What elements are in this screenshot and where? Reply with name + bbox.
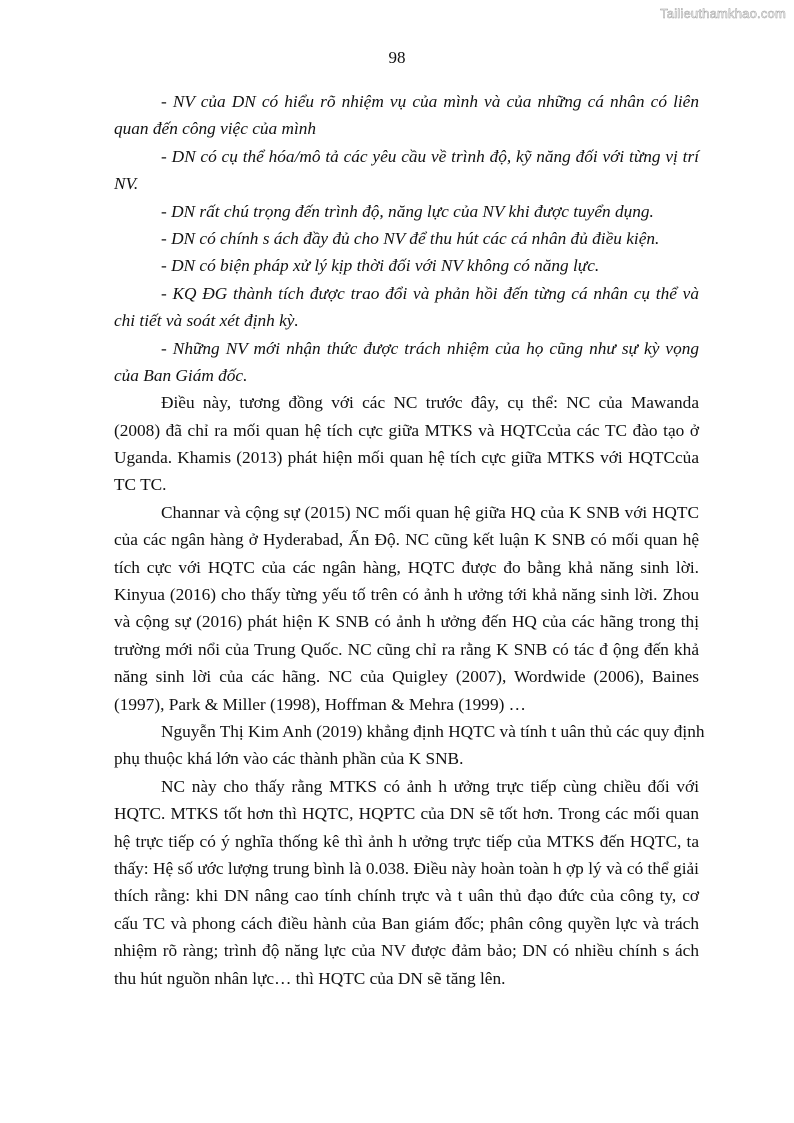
bullet-item (114, 88, 699, 143)
bullet-item (114, 335, 699, 390)
text-line: hệ trực tiếp có ý nghĩa thống kê thì ảnh h ưởng trực tiếp của MTKS đến HQTC, ta (114, 831, 699, 851)
page-body (114, 88, 705, 992)
text-line: - DN có cụ thể hóa/mô tả các yêu cầu về trình độ, kỹ năng đối với từng vị trí (161, 146, 699, 166)
text-line: cấu TC và phong cách điều hành của Ban giám đốc; phân công quyền lực và trách (114, 913, 699, 933)
text-line: quan đến công việc của mình (114, 119, 317, 139)
text-line: HQTC. MTKS tốt hơn thì HQTC, HQPTC của DN sẽ tốt hơn. Trong các mối quan (114, 804, 699, 824)
text-line: của các ngân hàng ở Hyderabad, Ấn Độ. NC cũng kết luận K SNB có mối quan hệ (114, 530, 699, 550)
text-line: NC này cho thấy rằng MTKS có ảnh h ưởng trực tiếp cùng chiều đối với (161, 776, 699, 796)
text-line: (2008) đã chỉ ra mối quan hệ tích cực giữa MTKS và HQTCcủa các TC đào tạo ở (114, 420, 699, 440)
text-line: TC TC. (114, 475, 167, 495)
paragraph-list (114, 389, 705, 992)
text-line: chi tiết và soát xét định kỳ. (114, 311, 299, 331)
text-line: - DN rất chú trọng đến trình độ, năng lực của NV khi được tuyển dụng. (161, 201, 654, 221)
text-line: và cộng sự (2016) phát hiện K SNB có ảnh h ưởng đến HQ của các hãng trong thị (114, 612, 699, 632)
bullet-list (114, 88, 699, 389)
text-line: - NV của DN có hiểu rõ nhiệm vụ của mình và của những cá nhân có liên (161, 92, 699, 111)
text-line: - Những NV mới nhận thức được trách nhiệm của họ cũng như sự kỳ vọng (161, 338, 699, 358)
text-line: thấy: Hệ số ước lượng trung bình là 0.038. Điều này hoàn toàn h ợp lý và có thể giải (114, 858, 699, 878)
text-line: - KQ ĐG thành tích được trao đổi và phản hồi đến từng cá nhân cụ thể và (161, 283, 699, 303)
bullet-item (114, 143, 699, 198)
text-line: của Ban Giám đốc. (114, 365, 248, 385)
text-line: trường mới nổi của Trung Quốc. NC cũng chỉ ra rằng K SNB có tác đ ộng đến khả (114, 639, 699, 659)
text-line: phụ thuộc khá lớn vào các thành phần của K SNB. (114, 749, 464, 769)
text-line: NV. (114, 174, 139, 194)
text-line: - DN có biện pháp xử lý kịp thời đối với NV không có năng lực. (161, 256, 600, 276)
text-line: Kinyua (2016) cho thấy từng yếu tố trên có ảnh h ưởng tới khả năng sinh lời. Zhou (114, 585, 699, 605)
paragraph (114, 389, 699, 499)
text-line: thích rằng: khi DN nâng cao tính chính trực và t uân thủ đạo đức của công ty, cơ (114, 886, 699, 906)
bullet-item (114, 252, 699, 279)
watermark: Tailieuthamkhao.com (660, 6, 786, 21)
bullet-item (114, 280, 699, 335)
text-line: Điều này, tương đồng với các NC trước đây, cụ thể: NC của Mawanda (161, 393, 699, 413)
text-line: năng sinh lời của các hãng. NC của Quigley (2007), Wordwide (2006), Baines (114, 667, 699, 687)
text-line: nhiệm rõ ràng; trình độ năng lực của NV được đảm bảo; DN có nhiều chính s ách (114, 941, 699, 961)
page-number: 98 (388, 48, 406, 67)
paragraph (114, 718, 705, 773)
text-line: thu hút nguồn nhân lực… thì HQTC của DN sẽ tăng lên. (114, 968, 506, 988)
text-line: Channar và cộng sự (2015) NC mối quan hệ giữa HQ của K SNB với HQTC (161, 502, 699, 522)
text-line: - DN có chính s ách đầy đủ cho NV để thu hút các cá nhân đủ điều kiện. (161, 228, 660, 248)
bullet-item (114, 198, 699, 225)
paragraph (114, 773, 699, 992)
text-line: Nguyễn Thị Kim Anh (2019) khẳng định HQTC và tính t uân thủ các quy định (161, 721, 705, 741)
text-line: (1997), Park & Miller (1998), Hoffman & Mehra (1999) … (114, 694, 526, 714)
text-line: Uganda. Khamis (2013) phát hiện mối quan hệ tích cực giữa MTKS với HQTCcủa (114, 448, 699, 468)
text-line: tích cực với HQTC của các ngân hàng, HQTC được đo bằng khả năng sinh lời. (114, 557, 699, 577)
paragraph (114, 499, 699, 718)
bullet-item (114, 225, 699, 252)
